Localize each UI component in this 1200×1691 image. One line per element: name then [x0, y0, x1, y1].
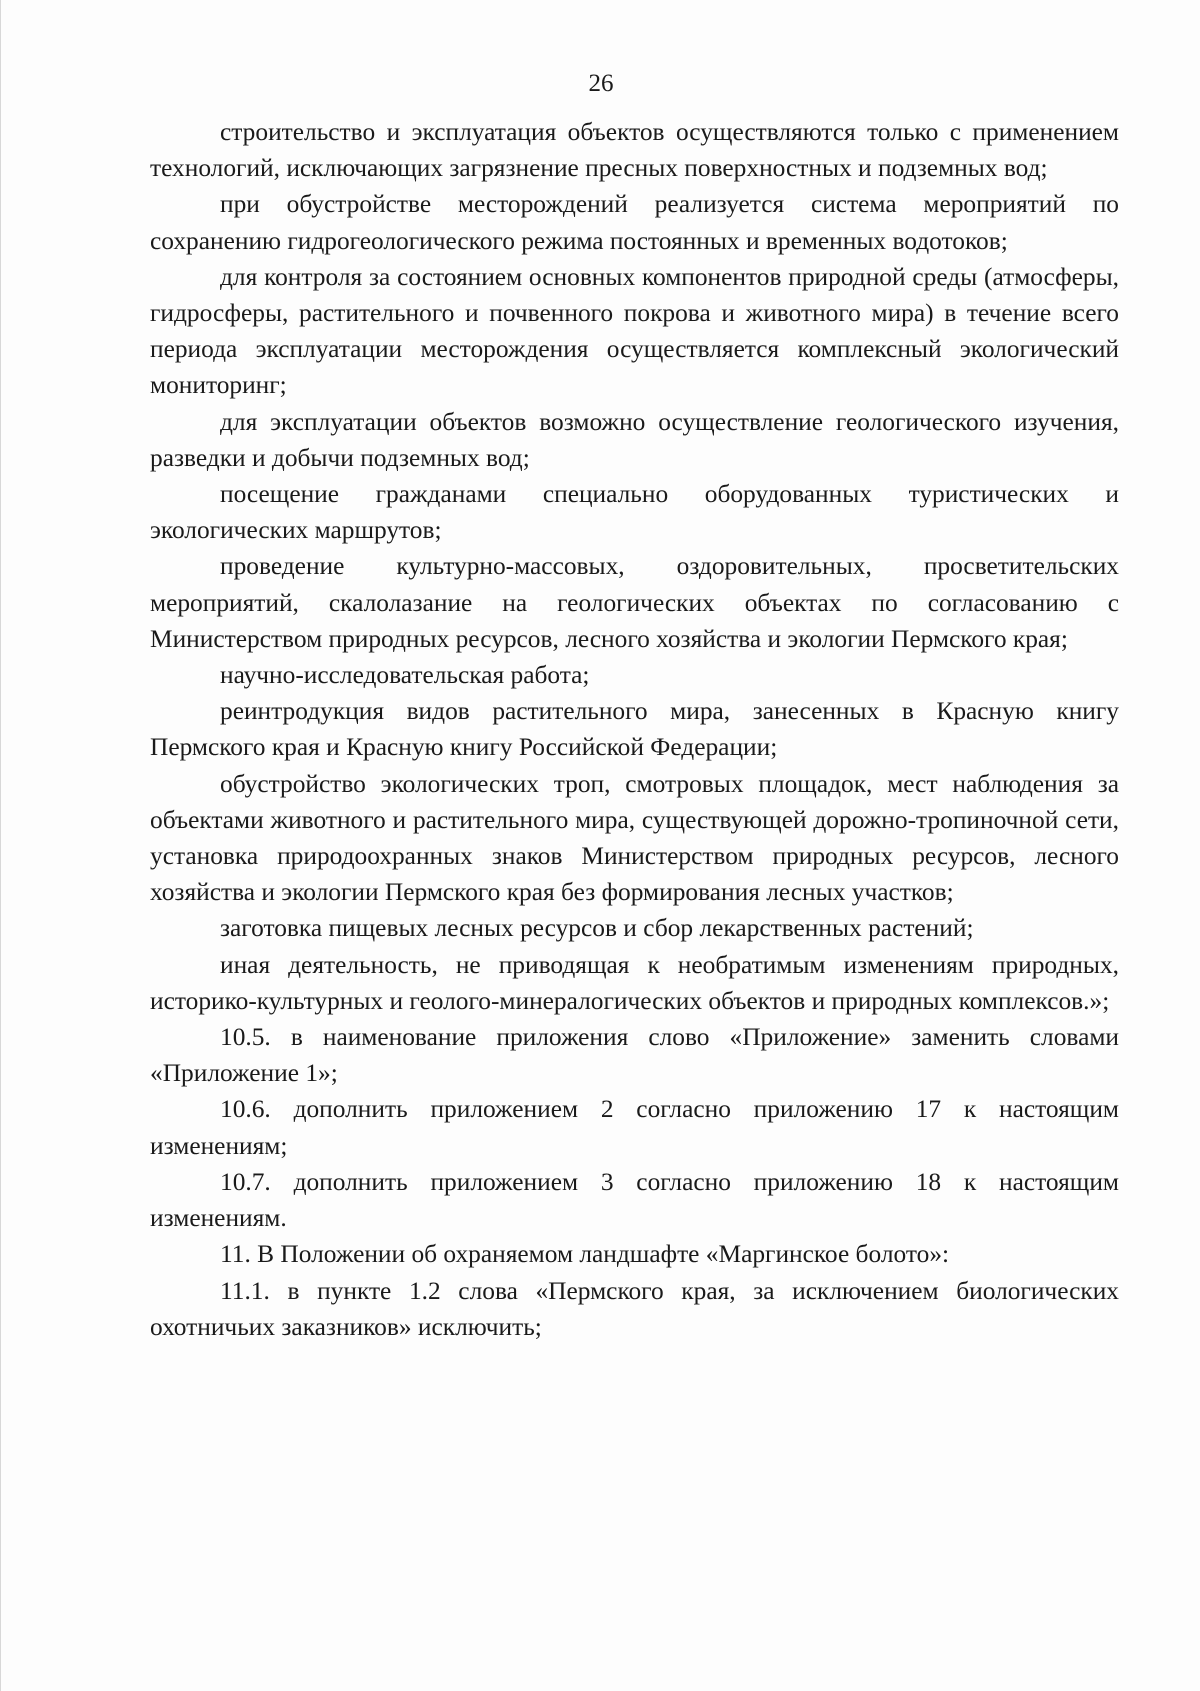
page-number: 26 [588, 70, 614, 97]
paragraph: реинтродукция видов растительного мира, занесенных в Красную книгу Пермского края и Красную книгу Российской Федерации; [150, 697, 1119, 762]
paragraph: иная деятельность, не приводящая к необратимым изменениям природных, историко-культурных и геолого-минералогических объектов и природных комплексов.»; [150, 950, 1119, 1015]
paragraph: 11. В Положении об охраняемом ландшафте «Маргинское болото»: [220, 1240, 950, 1269]
paragraph: 11.1. в пункте 1.2 слова «Пермского края, за исключением биологических охотничьих заказников» исключить; [150, 1276, 1119, 1341]
paragraph: для контроля за состоянием основных компонентов природной среды (атмосферы, гидросферы, растительного и почвенного покрова и животного мира) в течение всего периода эксплуатации месторождения осуществляется комплексный экологический мониторинг; [150, 262, 1119, 400]
paragraph: проведение культурно-массовых, оздоровительных, просветительских мероприятий, скалолазание на геологических объектах по согласованию с Министерством природных ресурсов, лесного хозяйства и экологии Пермского края; [150, 552, 1119, 653]
paragraph: посещение гражданами специально оборудованных туристических и экологических маршрутов; [150, 480, 1119, 545]
paragraph: при обустройстве месторождений реализуется система мероприятий по сохранению гидрогеологического режима постоянных и временных водотоков; [150, 190, 1119, 255]
paragraph: 10.5. в наименование приложения слово «Приложение» заменить словами «Приложение 1»; [150, 1023, 1119, 1088]
paragraph: научно-исследовательская работа; [220, 661, 590, 690]
paragraph: 10.7. дополнить приложением 3 согласно приложению 18 к настоящим изменениям. [150, 1167, 1119, 1233]
paragraph: 10.6. дополнить приложением 2 согласно приложению 17 к настоящим изменениям; [150, 1095, 1119, 1160]
document-body [150, 114, 1119, 1345]
paragraph: строительство и эксплуатация объектов осуществляются только с применением технологий, исключающих загрязнение пресных поверхностных и подземных вод; [150, 118, 1119, 183]
paragraph: обустройство экологических троп, смотровых площадок, мест наблюдения за объектами животного и растительного мира, существующей дорожно-тропиночной сети, установка природоохранных знаков Министерством природных ресурсов, лесного хозяйства и экологии Пермского края без формирования лесных участков; [150, 769, 1119, 907]
paragraph: для эксплуатации объектов возможно осуществление геологического изучения, разведки и добычи подземных вод; [150, 407, 1119, 472]
paragraph: заготовка пищевых лесных ресурсов и сбор лекарственных растений; [220, 914, 974, 943]
